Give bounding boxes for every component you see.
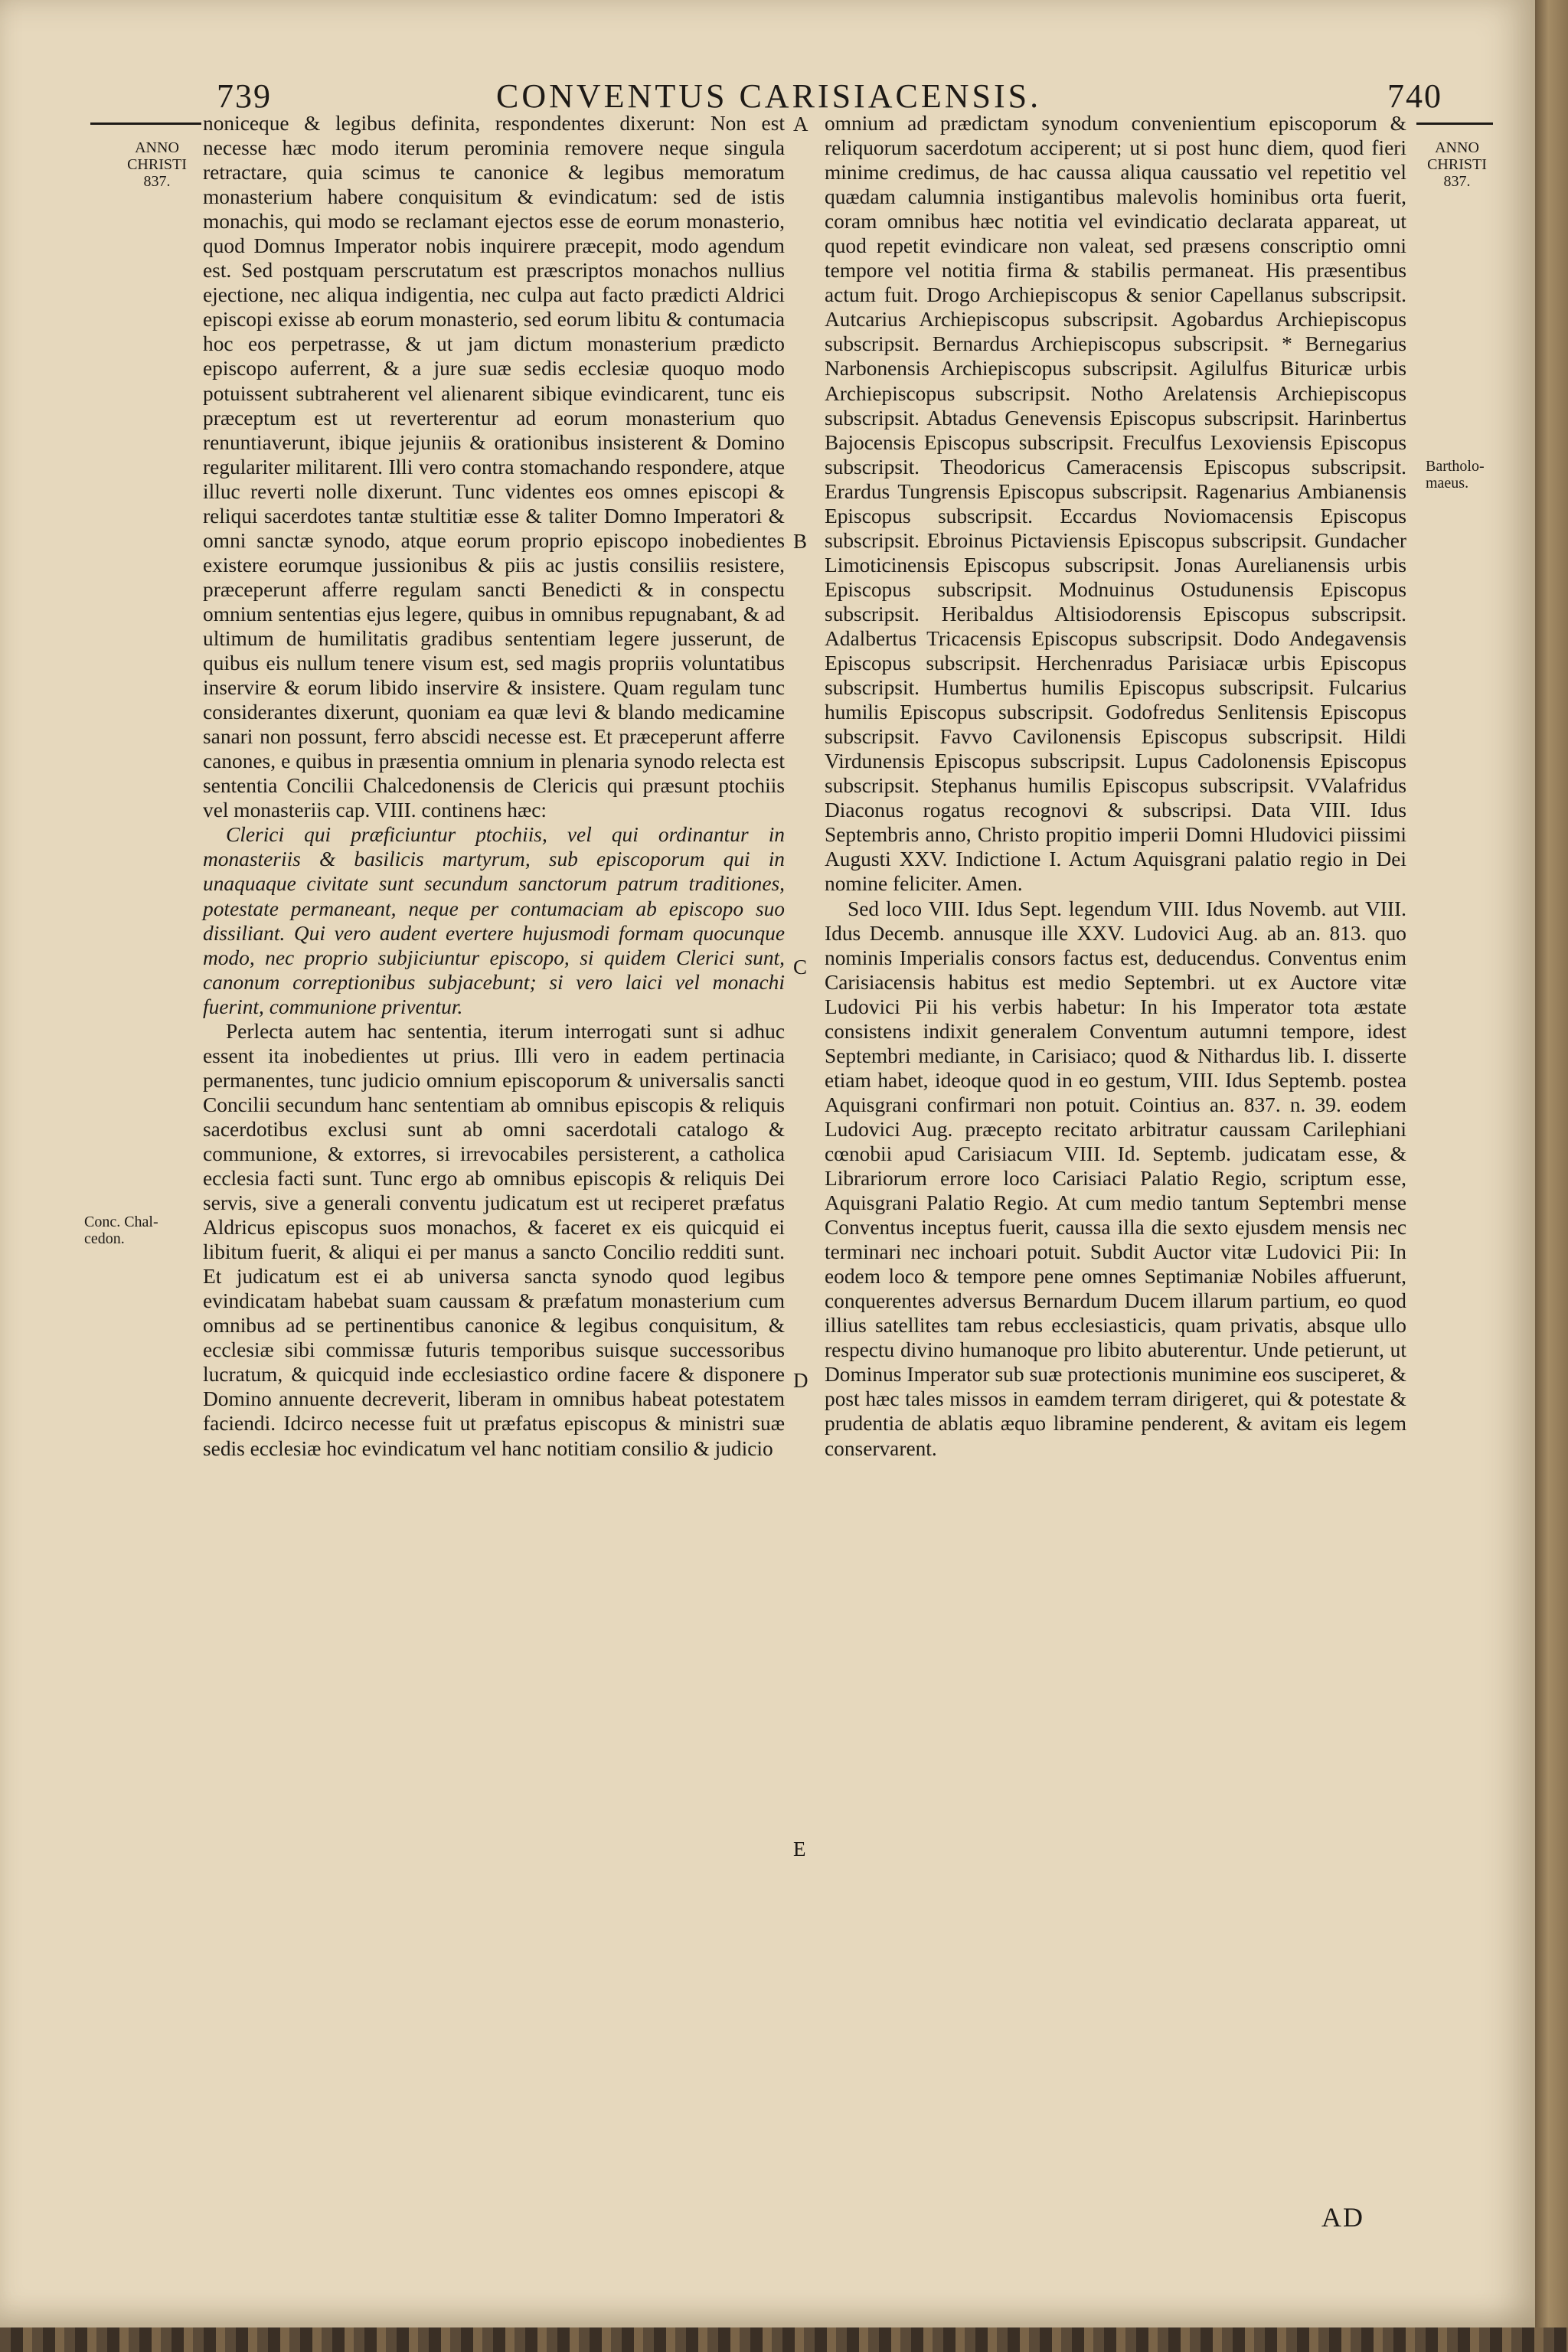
left-column-paragraph-1: noniceque & legibus definita, respondentes dixerunt: Non est necesse hæc modo iterum perominia removere neque singula retractare, quia scimus te canonice & legibus memoratum monasterium habere conquisitum & evindicatum: sed de istis monachis, qui modo se reclamant ejectos esse de eorum monasterio, quod Domnus Imperator nobis inquirere præcepit, modo agendum est. Sed postquam perscrutatum est præscriptos monachos nullius ejectione, nec aliqua indigentia, nec culpa aut facto prædicti Aldrici episcopi exisse ab eorum monasterio, sed eorum libitu & contumacia hoc eos perpetrasse, & ut jam dictum monasterium prædicto episcopo auferrent, & a jure suæ sedis ecclesiæ quoquo modo potuissent subtraherent vel alienarent sibique evindicarent, tunc eis præceptum est ut reverterentur ad eorum monasterium quo renuntiaverunt, ibique jejuniis & orationibus insisterent & Domino regulariter militarent. Illi vero contra stomachando respondere, atque illuc reverti nolle dixerunt. Tunc videntes eos omnes episcopi & reliqui sacerdotes tantæ stultitiæ esse & taliter Domno Imperatori & omni sanctæ synodo, atque eorum proprio episcopo inobedientes existere eorumque jussionibus & piis ac justis consiliis resistere, præceperunt afferre regulam sancti Benedicti & in conspectu omnium sententias ejus legere, quibus in omnibus repugnabant, & ad ultimum de humilitatis gradibus sententiam legere jusserunt, de quibus eis nullum tenere visum est, sed magis propriis voluntatibus inservire & eorum libido inservire & insistere. Quam regulam tunc considerantes dixerunt, quoniam ea quæ levi & blando medicamine sanari non possunt, ferro abscidi necesse est. Et præceperunt afferre canones, e quibus in præsentia omnium in plenaria synodo relecta est sententia Concilii Chalcedonensis de Clericis qui præsunt ptochiis vel monasteriis cap. VIII. continens hæc: — [203, 112, 785, 822]
margin-year-right-line: CHRISTI — [1427, 156, 1487, 173]
section-letter-c: C — [793, 956, 808, 978]
margin-year-left — [115, 139, 199, 190]
margin-year-left-line: ANNO — [135, 139, 179, 156]
right-column — [825, 111, 1406, 1461]
page-number-left: 739 — [217, 77, 272, 115]
margin-year-right-line: 837. — [1443, 173, 1471, 190]
catchword: AD — [1321, 2202, 1364, 2233]
section-letter-b: B — [793, 530, 808, 553]
margin-note-chalcedon-line: cedon. — [84, 1230, 125, 1247]
page-number-right: 740 — [1387, 77, 1442, 115]
canon-quotation: Clerici qui præficiuntur ptochiis, vel qui ordinantur in monasteriis & basilicis martyrum, sub episcoporum qui in unaquaque civitate sunt secundum sanctorum patrum traditiones, potestate permaneant, neque per contumaciam ab episcopo suo dissiliant. Qui vero audent evertere hujusmodi formam quocunque modo, nec proprio subjiciuntur episcopo, si quidem Clerici sunt, canonum correptionibus subjacebunt; si vero laici vel monachi fuerint, communione priventur. — [203, 823, 785, 1018]
left-header-rule — [90, 122, 201, 125]
margin-year-right-line: ANNO — [1435, 139, 1479, 156]
margin-year-right — [1415, 139, 1499, 190]
section-letter-d: D — [793, 1369, 808, 1392]
margin-note-bartholomaeus-line: maeus. — [1426, 475, 1469, 492]
margin-note-bartholomaeus — [1426, 458, 1510, 492]
margin-note-chalcedon — [84, 1214, 199, 1247]
right-column-commentary: Sed loco VIII. Idus Sept. legendum VIII. Idus Novemb. aut VIII. Idus Decemb. annusque ille XXV. Ludovici Aug. ab an. 813. quo nominis Imperialis consors factus est, deducendus. Conventus enim Carisiacensis habitus est medio Septembri. ut ex Auctore vitæ Ludovici Pii his verbis habetur: In his Imperator tota æstate consistens indixit generalem Conventum autumni tempore, idest Septembri mediante, in Carisiaco; quod & Nithardus lib. I. disserte etiam habet, ideoque quod in eo gestum, VIII. Idus Septemb. postea Aquisgrani confirmari non potuit. Cointius an. 837. n. 39. eodem Ludovici Aug. præcepto recitato arbitratur caussam Carilephiani cœnobii apud Carisiacum VIII. Id. Septemb. judicatam esse, & Librariorum errore loco Carisiaci Palatio Regio, scriptum esse, Aquisgrani Palatio Regio. At cum medio tantum Septembri mense Conventus inceptus fuerit, caussa illa die sexto ejusdem mensis nec terminari nec inchoari potuit. Subdit Auctor vitæ Ludovici Pii: In eodem loco & tempore pene omnes Septimaniæ Nobiles affuerunt, conquerentes adversus Bernardum Ducem illarum partium, eo quod illius satellites tam rebus ecclesiasticis, quam privatis, absque ullo respectu divino humanoque pro libito abuterentur. Unde petierunt, ut Dominus Imperator sub suæ protectionis munimine eos susciperet, & post hæc tales missos in eamdem terram dirigeret, qui & potestate & prudentia de ablatis æquo libramine penderent, & avitam eis legem conservarent. — [825, 897, 1406, 1460]
margin-note-bartholomaeus-line: Bartholo- — [1426, 458, 1485, 475]
running-title: CONVENTUS CARISIACENSIS. — [496, 77, 1042, 115]
right-header-rule — [1416, 122, 1493, 125]
right-column-paragraph-1: omnium ad prædictam synodum convenientium episcoporum & reliquorum sacerdotum acciperent; ut si post hunc diem, quod fieri minime credimus, de hac caussa aliqua caussatio vel repetitio vel quædam calumnia instigantibus malevolis hominibus orta fuerit, coram omnibus hæc notitia vel evindicatio declarata appareat, ut quod repetit evindicare non valeat, sed præsens conscriptio omni tempore vel notitia firma & stabilis permaneat. His præsentibus actum fuit. Drogo Archiepiscopus & senior Capellanus subscripsit. Autcarius Archiepiscopus subscripsit. Agobardus Archiepiscopus subscripsit. Bernardus Archiepiscopus subscripsit. * Bernegarius Narbonensis Archiepiscopus subscripsit. Agilulfus Bituricæ urbis Archiepiscopus subscripsit. Notho Arelatensis Archiepiscopus subscripsit. Abtadus Genevensis Episcopus subscripsit. Harinbertus Bajocensis Episcopus subscripsit. Freculfus Lexoviensis Episcopus subscripsit. Theodoricus Cameracensis Episcopus subscripsit. Erardus Tungrensis Episcopus subscripsit. Ragenarius Ambianensis Episcopus subscripsit. Eccardus Noviomacensis Episcopus subscripsit. Ebroinus Pictaviensis Episcopus subscripsit. Gundacher Limoticinensis Episcopus subscripsit. Jonas Aurelianensis urbis Episcopus subscripsit. Modnuinus Ostudunensis Episcopus subscripsit. Heribaldus Altisiodorensis Episcopus subscripsit. Adalbertus Tricacensis Episcopus subscripsit. Dodo Andegavensis Episcopus subscripsit. Herchenradus Parisiacæ urbis Episcopus subscripsit. Humbertus humilis Episcopus subscripsit. Fulcarius humilis Episcopus subscripsit. Godofredus Senlitensis Episcopus subscripsit. Favvo Cavilonensis Episcopus subscripsit. Hildi Virdunensis Episcopus subscripsit. Lupus Cadolonensis Episcopus subscripsit. Stephanus humilis Episcopus subscripsit. VValafridus Diaconus rogatus recognovi & subscripsi. Data VIII. Idus Septembris anno, Christo propitio imperii Domni Hludovici piissimi Augusti XXV. Indictione I. Actum Aquisgrani palatio regio in Dei nomine feliciter. Amen. — [825, 112, 1406, 896]
adjacent-page-edge — [1535, 0, 1568, 2352]
margin-note-chalcedon-line: Conc. Chal- — [84, 1214, 158, 1230]
book-edge-strip — [0, 2328, 1568, 2352]
section-letter-e: E — [793, 1838, 806, 1860]
left-column — [203, 111, 785, 1461]
left-column-paragraph-2: Perlecta autem hac sententia, iterum interrogati sunt si adhuc essent ita inobedientes ut prius. Illi vero in eadem pertinacia permanentes, tunc judicio omnium episcoporum & universalis sancti Concilii secundum hanc sententiam ab omnibus episcopis & reliquis sacerdotibus exclusi sunt ab omni sacerdotali catalogo & communione, & extorres, si irrevocabiles persisterent, a catholica ecclesia facti sunt. Tunc ergo ab omnibus episcopis & reliquis Dei servis, sive a generali conventu judicatum est ut reciperet præfatus Aldricus episcopus suos monachos, & faceret ex eis quicquid ei libitum fuerit, & aliqui ei per manus a sancto Concilio redditi sunt. Et judicatum est ei ab universa sancta synodo quod legibus evindicatam habebat suam caussam & præfatum monasterium cum omnibus ad se pertinentibus canonice & legibus conquisitum, & ecclesiæ sibi commissæ futuris temporibus suisque successoribus lucratum, & quicquid inde ecclesiastico ordine facere & disponere Domino annuente decreverit, liberam in omnibus habeat potestatem faciendi. Idcirco necesse fuit ut præfatus episcopus & ministri suæ sedis ecclesiæ hoc evindicatum vel hanc notitiam consilio & judicio — [203, 1019, 785, 1460]
margin-year-left-line: 837. — [143, 173, 171, 190]
section-letter-a: A — [793, 113, 808, 136]
margin-year-left-line: CHRISTI — [127, 156, 187, 173]
